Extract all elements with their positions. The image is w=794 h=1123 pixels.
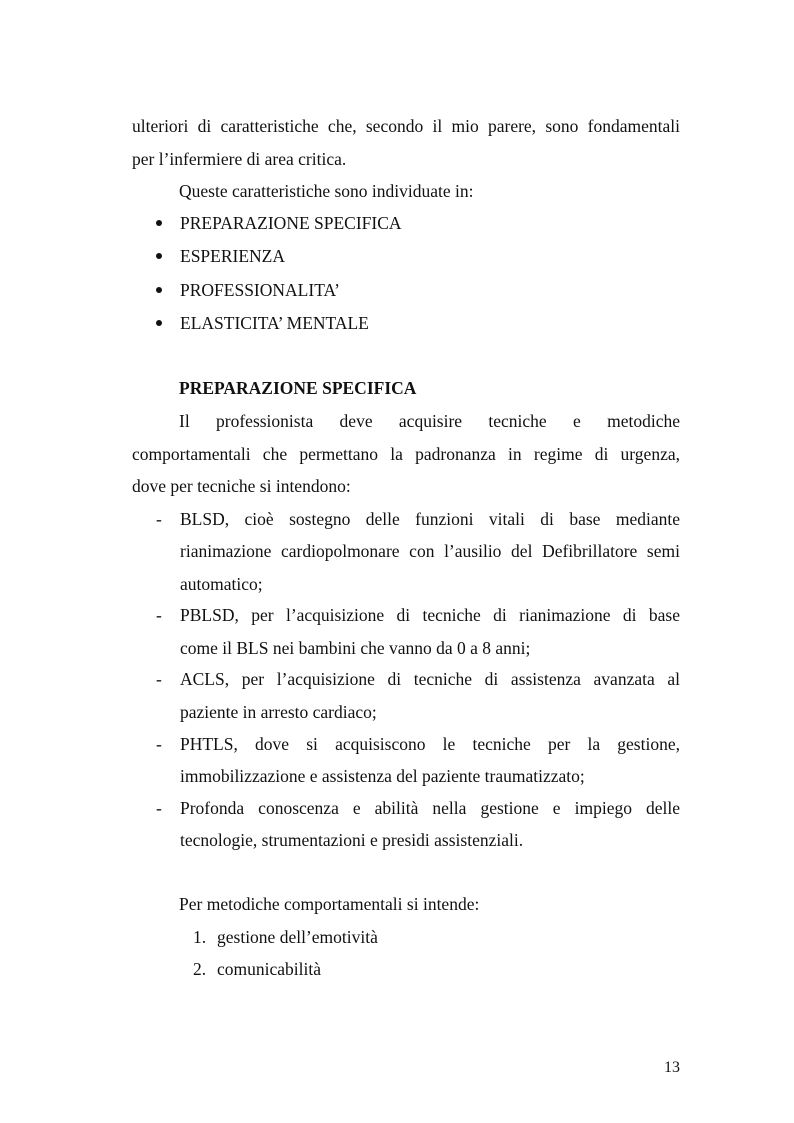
numbered-item-label: comunicabilità — [217, 959, 321, 979]
bullet-item-label: PREPARAZIONE SPECIFICA — [180, 213, 402, 233]
dash-marker: - — [156, 734, 162, 754]
bullet-dot-icon — [156, 253, 162, 259]
numbered-item-number: 2. — [193, 959, 207, 979]
bullet-item-label: ELASTICITA’ MENTALE — [180, 313, 369, 333]
section-heading: PREPARAZIONE SPECIFICA — [179, 378, 417, 398]
dash-item-line: automatico; — [180, 574, 263, 594]
dash-item-line: come il BLS nei bambini che vanno da 0 a 8 anni; — [180, 638, 531, 658]
dash-item-line: immobilizzazione e assistenza del paziente traumatizzato; — [180, 766, 585, 786]
bullet-dot-icon — [156, 320, 162, 326]
dash-marker: - — [156, 509, 162, 529]
dash-marker: - — [156, 605, 162, 625]
intro-line-1: ulteriori di caratteristiche che, secondo il mio parere, sono fondamentali — [132, 116, 680, 136]
bullet-dot-icon — [156, 287, 162, 293]
numbered-item-number: 1. — [193, 927, 207, 947]
numbered-item-label: gestione dell’emotività — [217, 927, 378, 947]
dash-item-line: paziente in arresto cardiaco; — [180, 702, 377, 722]
dash-item-line: PBLSD, per l’acquisizione di tecniche di rianimazione di base — [180, 605, 680, 625]
dash-item-line: BLSD, cioè sostegno delle funzioni vitali di base mediante — [180, 509, 680, 529]
section-p1-line-3: dove per tecniche si intendono: — [132, 476, 351, 496]
methods-intro: Per metodiche comportamentali si intende: — [179, 894, 480, 914]
bullet-item-label: PROFESSIONALITA’ — [180, 280, 341, 300]
intro-line-3: Queste caratteristiche sono individuate in: — [179, 181, 474, 201]
section-p1-line-1: Il professionista deve acquisire tecniche e metodiche — [179, 411, 680, 431]
intro-line-2: per l’infermiere di area critica. — [132, 149, 347, 169]
page-number: 13 — [664, 1059, 680, 1076]
dash-item-line: ACLS, per l’acquisizione di tecniche di assistenza avanzata al — [180, 669, 680, 689]
dash-item-line: tecnologie, strumentazioni e presidi assistenziali. — [180, 830, 524, 850]
bullet-item-label: ESPERIENZA — [180, 246, 285, 266]
dash-item-line: rianimazione cardiopolmonare con l’ausilio del Defibrillatore semi — [180, 541, 680, 561]
dash-item-line: PHTLS, dove si acquisiscono le tecniche per la gestione, — [180, 734, 680, 754]
bullet-dot-icon — [156, 220, 162, 226]
dash-item-line: Profonda conoscenza e abilità nella gestione e impiego delle — [180, 798, 680, 818]
dash-marker: - — [156, 798, 162, 818]
dash-marker: - — [156, 669, 162, 689]
section-p1-line-2: comportamentali che permettano la padronanza in regime di urgenza, — [132, 444, 680, 464]
